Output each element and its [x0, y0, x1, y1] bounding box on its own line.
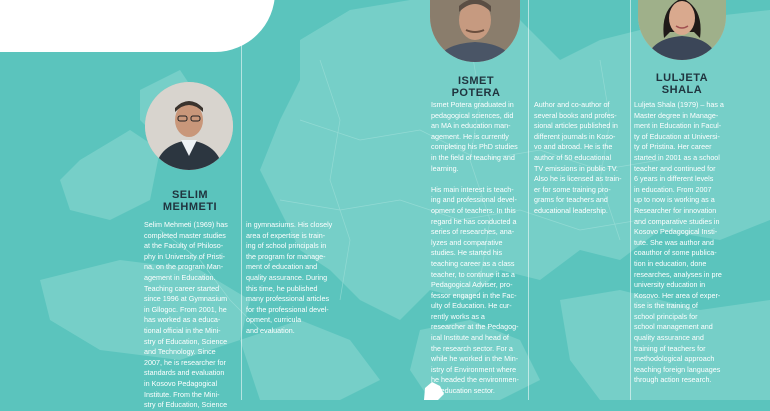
bio-luljeta-shala: Luljeta Shala (1979) – has a Master degree in Manage- ment in Education in Facul- ty of Education at Universi- ty of Pristina. Her career started in 2001 as a school teacher and continued for 6 years in different levels in education. From 2007 up to now is working as a Researcher for innovation and comparative studies in Kosovo Pedagogical Insti- tute. She was author and coauthor of some publica- tion in education, done researches, analyses in pre university education in Kosovo. Her area of exper- tise is the training of school principals for school management and quality assurance and training of teachers for methodological approach teaching foreign languages through action research.	[634, 100, 724, 385]
column-divider	[528, 0, 529, 400]
last-name: SHALA	[661, 84, 703, 96]
column-divider	[630, 0, 631, 400]
first-name: LULJETA	[655, 72, 709, 84]
bio-ismet-potera-part1: Ismet Potera graduated in pedagogical sciences, did an MA in education man- agement. He is currently completing his PhD studies in the field of teaching and learning. His main interest is teach- ing and professional devel- opment of teachers. In this regard he has conducted a series of researches, ana- lyzes and comparative studies. He started his teaching career as a class teacher, to continue it as a Pedagogical Adviser, pro- fessor engaged in the Fac- ulty of Education. He cur- rently works as a researcher at the Pedagog- ical Institute and head of the research sector. For a while he worked in the Min- istry of Environment where he headed the environmen- tal education sector.	[431, 100, 519, 396]
person-name-ismet-potera	[436, 75, 516, 99]
person-name-luljeta-shala	[638, 72, 726, 96]
bio-selim-mehmeti-part2: in gymnasiums. His closely area of expertise is train- ing of school principals in the program for manage- ment of education and quality assurance. During this time, he published many professional articles for the professional devel- opment, curricula and evaluation.	[246, 220, 333, 335]
first-name: SELIM	[171, 189, 209, 201]
person-name-selim-mehmeti	[150, 189, 230, 213]
portrait-selim-mehmeti	[145, 82, 233, 170]
last-name: POTERA	[451, 87, 501, 99]
column-divider	[241, 0, 242, 400]
header-white-panel	[0, 0, 275, 52]
first-name: ISMET	[457, 75, 495, 87]
last-name: MEHMETI	[162, 201, 218, 213]
bio-ismet-potera-part2: Author and co-author of several books and profes- sional articles published in different journals in Koso- vo and abroad. He is the author of 50 educational TV emissions in public TV. Also he is licensed as train- er for some training pro- grams for teachers and educational leadership.	[534, 100, 622, 215]
bio-selim-mehmeti-part1: Selim Mehmeti (1969) has completed master studies at the Faculty of Philoso- phy in University of Pristi- na, on the program Man- agement in Education. Teaching career started since 1996 at Gymnasium in Gllogoc. From 2001, he has worked as a educa- tional official in the Mini- stry of Education, Science and Technology. Since 2007, he is researcher for standards and evaluation in Kosovo Pedagogical Institute. From the Mini- stry of Education, Science	[144, 220, 228, 410]
